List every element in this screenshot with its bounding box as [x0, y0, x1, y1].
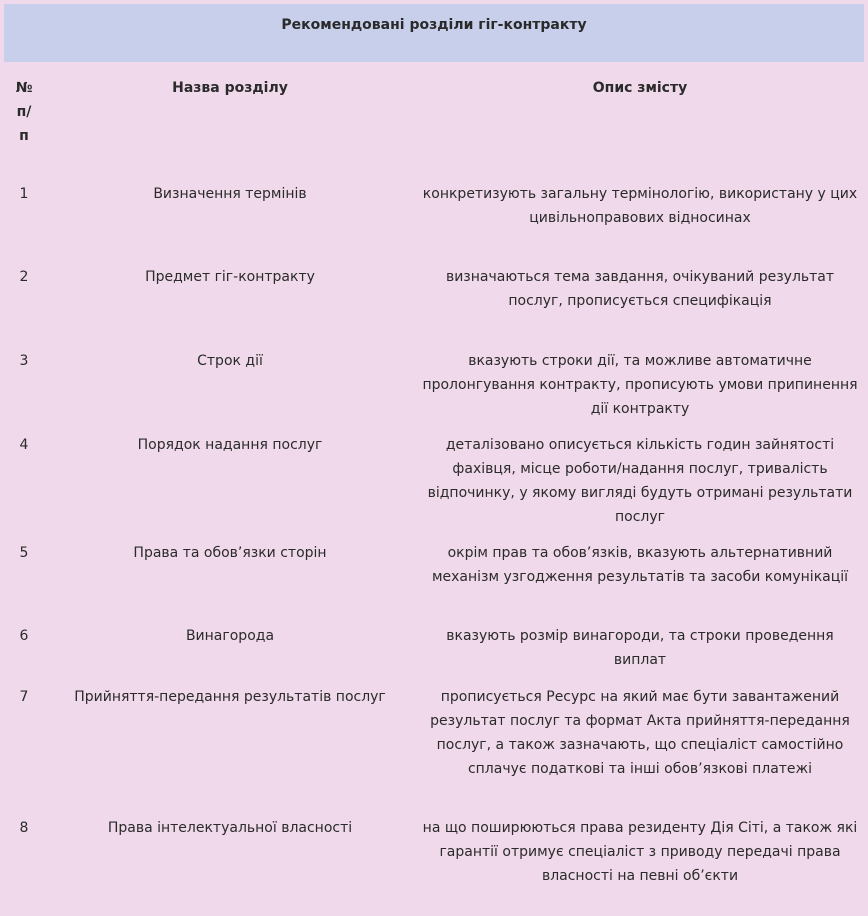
row-number: 2	[19, 269, 29, 285]
row-number: 8	[19, 820, 29, 836]
row-description: окрім прав та обов’язків, вказують альтернативний механізм узгодження результатів та засоби комунікації	[431, 545, 849, 585]
table-title: Рекомендовані розділи гіг-контракту	[281, 17, 587, 33]
header-description: Опис змісту	[592, 80, 688, 96]
row-section-name: Строк дії	[197, 353, 263, 369]
header-number-line-1: №	[15, 80, 33, 96]
row-section-name: Права інтелектуальної власності	[107, 820, 353, 836]
row-description: прописується Ресурс на який має бути завантажений результат послуг та формат Акта прийняття-передання послуг, а також зазначають, що спеціаліст самостійно сплачує податкові та інші обов’язкові платежі	[430, 689, 850, 777]
row-number: 3	[19, 353, 29, 369]
row-number: 4	[19, 437, 29, 453]
row-description: конкретизують загальну термінологію, використану у цих цивільноправових відносинах	[422, 186, 858, 226]
row-description: вказують строки дії, та можливе автоматичне пролонгування контракту, прописують умови припинення дії контракту	[422, 353, 858, 417]
header-section-name: Назва розділу	[172, 80, 288, 96]
row-section-name: Визначення термінів	[153, 186, 307, 202]
header-number-line-2: п/	[16, 104, 32, 120]
row-description: визначаються тема завдання, очікуваний результат послуг, прописується специфікація	[445, 269, 835, 309]
row-section-name: Права та обов’язки сторін	[133, 545, 327, 561]
header-number-line-3: п	[19, 128, 29, 144]
row-section-name: Предмет гіг-контракту	[145, 269, 315, 285]
row-section-name: Винагорода	[185, 628, 275, 644]
header-number	[6, 76, 42, 148]
row-section-name: Прийняття-передання результатів послуг	[74, 689, 386, 705]
table-title-bar	[4, 4, 864, 62]
row-section-name: Порядок надання послуг	[137, 437, 323, 453]
row-description: на що поширюються права резиденту Дія Сіті, а також які гарантії отримує спеціаліст з приводу передачі права власності на певні об’єкти	[422, 820, 858, 884]
row-number: 6	[19, 628, 29, 644]
table-header-row	[0, 76, 868, 156]
row-number: 7	[19, 689, 29, 705]
row-number: 1	[19, 186, 29, 202]
row-description: деталізовано описується кількість годин зайнятості фахівця, місце роботи/надання послуг, тривалість відпочинку, у якому вигляді будуть отримані результати послуг	[427, 437, 853, 525]
row-description: вказують розмір винагороди, та строки проведення виплат	[446, 628, 834, 668]
row-number: 5	[19, 545, 29, 561]
